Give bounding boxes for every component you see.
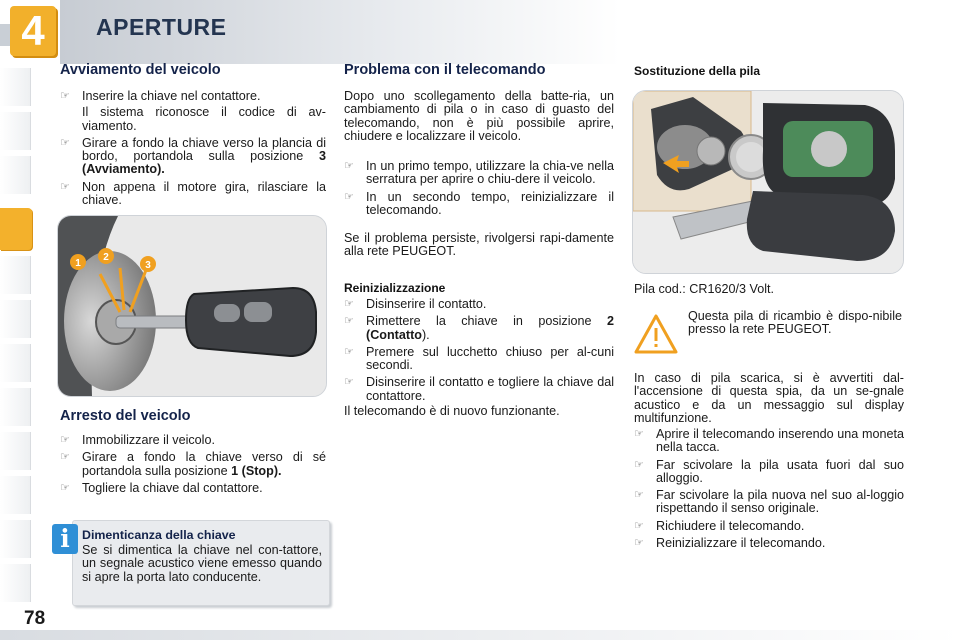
list-item (60, 451, 326, 478)
side-tab-8[interactable] (0, 388, 31, 426)
list-item-text: Aprire il telecomando inserendo una moneta nella tacca. (656, 427, 904, 455)
list-item (344, 298, 614, 311)
ignition-key-figure (57, 215, 327, 397)
list-item (344, 346, 614, 373)
list-item-text: Disinserire il contatto e togliere la chiave dal contattore. (366, 375, 614, 403)
side-tab-12[interactable] (0, 564, 31, 602)
side-tab-1[interactable] (0, 68, 31, 106)
page-title: APERTURE (96, 14, 227, 40)
section-title-start: Avviamento del veicolo (60, 62, 221, 78)
list-item (344, 376, 614, 403)
pointing-hand-icon: ☞ (634, 489, 644, 502)
list-item-text: Disinserire il contatto. (366, 297, 487, 311)
list-item-text: Reinizializzare il telecomando. (656, 536, 826, 551)
side-tab-10[interactable] (0, 476, 31, 514)
reinit-steps (344, 298, 614, 407)
footer-band (0, 630, 960, 640)
side-tab-5[interactable] (0, 256, 31, 294)
warning-text: Questa pila di ricambio è dispo-nibile presso la rete PEUGEOT. (688, 309, 902, 337)
list-item-text: Il sistema riconosce il codice di av-viamento. (82, 105, 326, 133)
info-icon-letter: i (60, 524, 70, 553)
callout-2: 2 (103, 252, 109, 263)
side-tab-active[interactable] (0, 208, 32, 250)
list-item (60, 137, 326, 177)
start-steps (60, 90, 326, 211)
pointing-hand-icon: ☞ (634, 458, 644, 471)
list-item-text: Richiudere il telecomando. (656, 518, 805, 533)
list-item (60, 434, 326, 447)
list-item-text: Inserire la chiave nel contattore. (82, 89, 261, 103)
battery-illustration (633, 91, 903, 273)
pointing-hand-icon: ☞ (60, 90, 70, 102)
callout-3: 3 (145, 260, 151, 271)
list-item-text: Immobilizzare il veicolo. (82, 433, 215, 447)
list-item (634, 489, 904, 516)
list-item (344, 315, 614, 342)
side-tab-11[interactable] (0, 520, 31, 558)
list-item (344, 191, 614, 218)
list-item-text: ). (421, 327, 430, 342)
stop-steps (60, 434, 326, 499)
list-item (634, 537, 904, 550)
remote-outro: Se il problema persiste, rivolgersi rapi-damente alla rete PEUGEOT. (344, 231, 614, 259)
battery-code: Pila cod.: CR1620/3 Volt. (634, 282, 775, 296)
list-item (60, 181, 326, 208)
pointing-hand-icon: ☞ (344, 160, 354, 172)
list-item (344, 160, 614, 187)
pointing-hand-icon: ☞ (344, 190, 354, 203)
list-item (634, 428, 904, 455)
list-item-text: In un primo tempo, utilizzare la chia-ve nella serratura per aprire o chiu-dere il veicolo. (366, 159, 614, 187)
callout-1: 1 (75, 258, 81, 269)
list-item-text: Girare a fondo la chiave verso la plancia di bordo, portandola sulla posizione (82, 135, 326, 164)
pointing-hand-icon: ☞ (344, 345, 354, 358)
info-text: Se si dimentica la chiave nel con-tattore, un segnale acustico viene emesso quando si apre la porta lato conducente. (82, 543, 322, 584)
section-title-remote: Problema con il telecomando (344, 62, 546, 78)
pointing-hand-icon: ☞ (60, 434, 70, 446)
position-label: 2 (606, 314, 614, 329)
info-title: Dimenticanza della chiave (82, 528, 236, 542)
list-item-text: Togliere la chiave dal contattore. (82, 480, 263, 495)
list-item (60, 482, 326, 495)
section-title-battery: Sostituzione della pila (634, 64, 761, 78)
pointing-hand-icon: ☞ (60, 136, 70, 149)
pointing-hand-icon: ☞ (344, 315, 354, 328)
reinit-closing: Il telecomando è di nuovo funzionante. (344, 404, 560, 418)
position-label: (Contatto (366, 327, 422, 342)
pointing-hand-icon: ☞ (634, 428, 644, 440)
low-battery-text: In caso di pila scarica, si è avvertiti dal-l'accensione di questa spia, da un se-gnale acustico e da un messaggio sul display multifunzione. (634, 371, 904, 425)
list-item-text: In un secondo tempo, reinizializzare il telecomando. (366, 189, 614, 217)
side-tab-9[interactable] (0, 432, 31, 470)
page-number: 78 (24, 608, 46, 629)
side-tab-2[interactable] (0, 112, 31, 150)
list-item (634, 459, 904, 486)
list-item-text: Non appena il motore gira, rilasciare la chiave. (82, 179, 326, 208)
battery-steps (634, 428, 904, 554)
list-item (60, 90, 326, 103)
pointing-hand-icon: ☞ (344, 376, 354, 389)
side-tab-6[interactable] (0, 300, 31, 338)
chapter-number: 4 (21, 7, 45, 54)
pointing-hand-icon: ☞ (634, 537, 644, 550)
side-tab-7[interactable] (0, 344, 31, 382)
remote-intro: Dopo uno scollegamento della batte-ria, un cambiamento di pila o in caso di guasto del telecomando, non è più possibile aprire, chiudere e localizzare il veicolo. (344, 89, 614, 143)
position-label: 3 (Avviamento). (82, 149, 327, 177)
pointing-hand-icon: ☞ (60, 481, 70, 494)
list-item-text: Far scivolare la pila nuova nel suo al-loggio rispettando il senso originale. (656, 488, 904, 516)
list-item-text: Rimettere la chiave in posizione (366, 314, 592, 329)
pointing-hand-icon: ☞ (344, 298, 354, 310)
remote-steps (344, 160, 614, 221)
list-item (634, 520, 904, 533)
reinit-title: Reinizializzazione (344, 281, 446, 295)
side-tab-3[interactable] (0, 156, 31, 194)
list-item-text: Premere sul lucchetto chiuso per al-cuni secondi. (366, 344, 614, 373)
pointing-hand-icon: ☞ (634, 519, 644, 532)
section-title-stop: Arresto del veicolo (60, 408, 191, 424)
warning-triangle-icon (634, 314, 678, 354)
list-item-text: Girare a fondo la chiave verso di sé portandola sulla posizione (82, 450, 326, 478)
list-item-text: Far scivolare la pila usata fuori dal suo alloggio. (656, 457, 904, 485)
position-label: 1 (Stop). (231, 463, 282, 478)
ignition-illustration (58, 216, 326, 396)
pointing-hand-icon: ☞ (60, 180, 70, 193)
pointing-hand-icon: ☞ (60, 451, 70, 464)
battery-replacement-figure (632, 90, 904, 274)
list-item (60, 106, 326, 133)
